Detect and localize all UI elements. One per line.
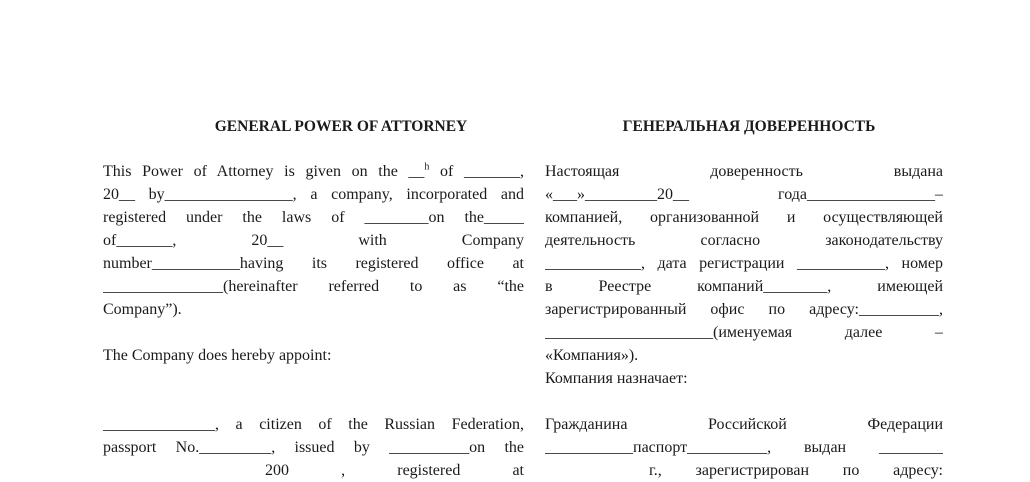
russian-title: ГЕНЕРАЛЬНАЯ ДОВЕРЕННОСТЬ: [622, 118, 876, 135]
russian-p1-line-3: компанией, организованной и осуществляющей: [545, 209, 943, 226]
russian-p3-line-1: Гражданина Российской Федерации: [545, 416, 943, 433]
russian-paragraph-1: [545, 160, 943, 367]
english-p3-line-1: ______________, a citizen of the Russian Federation,: [103, 416, 524, 433]
russian-paragraph-2: Компания назначает:: [545, 370, 688, 387]
english-p1-line-4: of_______, 20__ with Company: [103, 232, 524, 249]
english-p1-line-1: This Power of Attorney is given on the __$^h$ of _______,: [103, 161, 524, 180]
russian-p1-line-9: «Компания»).: [545, 347, 639, 364]
english-p1-line-2: 20__ by________________, a company, incorporated and: [103, 186, 524, 203]
russian-p3-line-2: ___________паспорт__________, выдан ________: [545, 439, 943, 456]
english-p1-line-7: Company”).: [103, 301, 182, 318]
english-paragraph-1: [103, 160, 524, 321]
english-p3-line-2: passport No._________, issued by __________on the: [103, 439, 524, 456]
english-column: [103, 116, 524, 482]
english-p3-line-3: 200 , registered at: [265, 462, 524, 479]
russian-p1-line-6: в Реестре компаний________, имеющей: [545, 278, 943, 295]
russian-column: [545, 116, 943, 482]
english-title: GENERAL POWER OF ATTORNEY: [214, 118, 468, 135]
russian-p1-line-1: Настоящая доверенность выдана: [545, 163, 943, 180]
english-p1-line-3: registered under the laws of ________on the_____: [103, 209, 524, 226]
english-paragraph-3: [103, 413, 524, 482]
russian-p1-line-5: ____________, дата регистрации ___________, номер: [545, 255, 943, 272]
russian-p1-line-7: зарегистрированный офис по адресу:__________,: [545, 301, 943, 318]
russian-paragraph-3: [545, 413, 943, 482]
english-p1-line-5: number___________having its registered office at: [103, 255, 524, 272]
russian-p1-line-4: деятельность согласно законодательству: [545, 232, 943, 249]
russian-p1-line-2: «___»_________20__ года________________–: [545, 186, 943, 203]
russian-p3-line-3: г., зарегистрирован по адресу:: [649, 462, 943, 479]
russian-p1-line-8: _____________________(именуемая далее –: [545, 324, 943, 341]
english-paragraph-2: The Company does hereby appoint:: [103, 347, 332, 364]
english-p1-line-6: _______________(hereinafter referred to as “the: [103, 278, 524, 295]
